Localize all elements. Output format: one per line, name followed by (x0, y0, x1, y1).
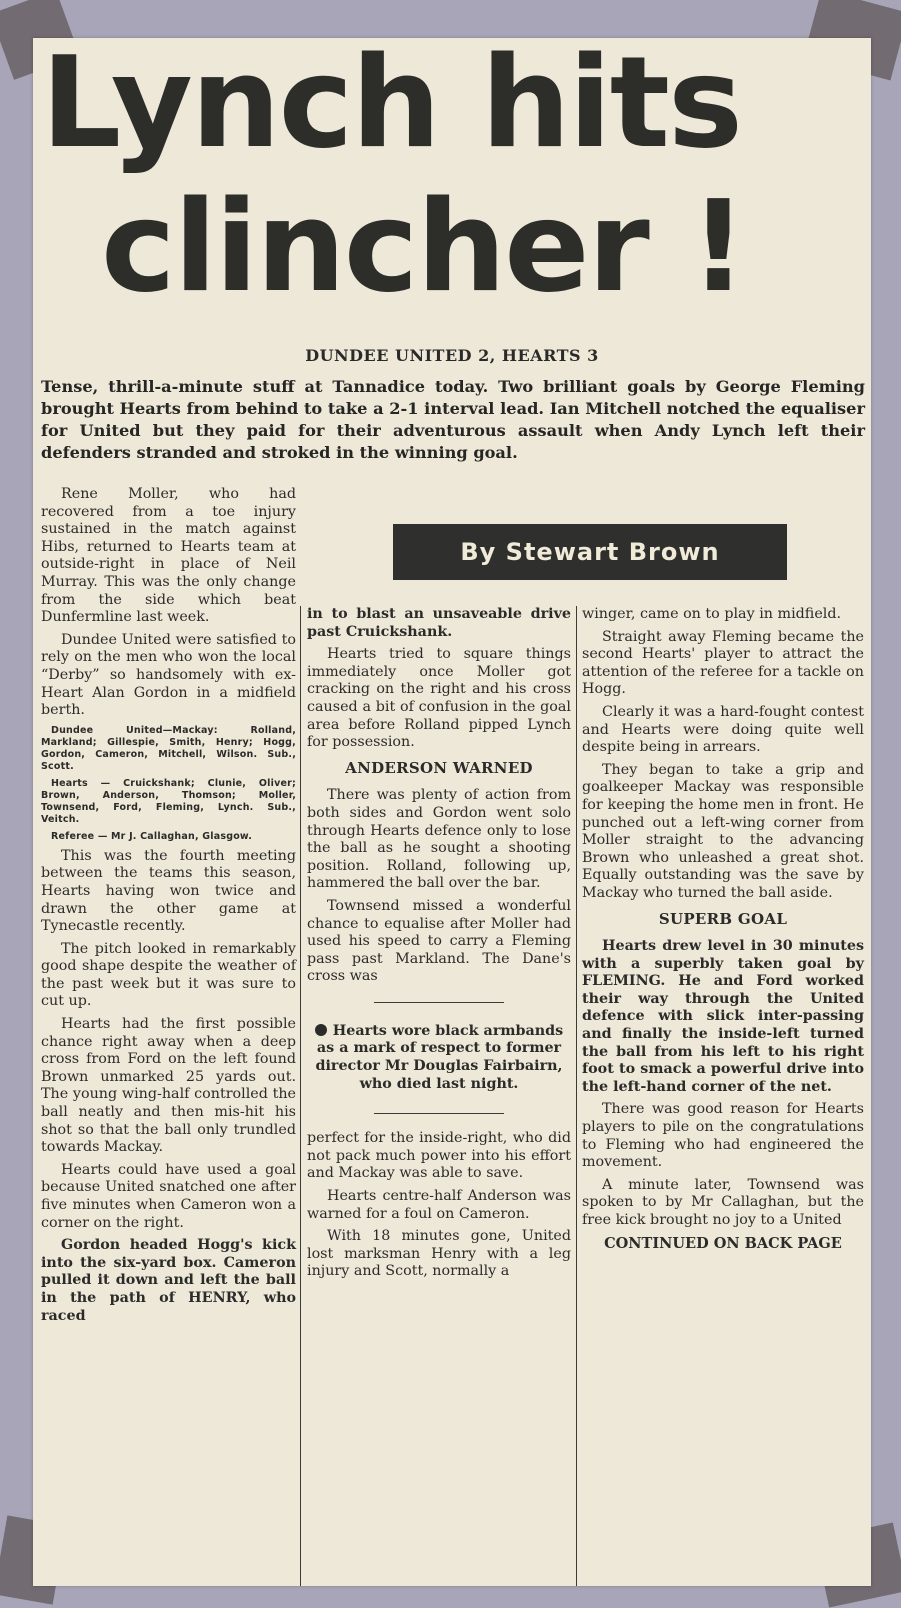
continued-on-back-page: CONTINUED ON BACK PAGE (604, 1234, 842, 1252)
referee-line: Referee — Mr J. Callaghan, Glasgow. (51, 830, 253, 842)
paragraph: Hearts had the first possible chance right away when a deep cross from Ford on the left found Brown unmarked 25 yards out. The young wing-half controlled the ball neatly and then mis-hit his shot so that the ball only trundled towards Mackay. (41, 1016, 296, 1156)
paragraph: Rene Moller, who had recovered from a toe injury sustained in the match against Hibs, returned to Hearts team at outside-right in place of Neil Murray. This was the only change from the side which beat Dunfermline last week. (41, 486, 296, 626)
article-column-1 (41, 486, 296, 1330)
subheading: SUPERB GOAL (658, 909, 788, 928)
divider (374, 1113, 504, 1114)
paragraph: Hearts tried to square things immediately once Moller got cracking on the right and his cross caused a bit of confusion in the goal area before Rolland pipped Lynch for possession. (307, 646, 571, 751)
byline: By Stewart Brown (393, 524, 787, 580)
paragraph: Clearly it was a hard-fought contest and Hearts were doing quite well despite being in arrears. (582, 703, 864, 756)
paragraph: winger, came on to play in midfield. (582, 606, 842, 622)
paragraph: Hearts could have used a goal because United snatched one after five minutes when Cameron won a corner on the right. (41, 1161, 296, 1231)
paragraph: They began to take a grip and goalkeeper Mackay was responsible for keeping the home men in front. He punched out a left-wing corner from Moller straight to the advancing Brown who unleashed a great shot. Equally outstanding was the save by Mackay who turned the ball aside. (582, 761, 864, 901)
paragraph: The pitch looked in remarkably good shape despite the weather of the past week but it was sure to cut up. (41, 940, 296, 1010)
team-list-hearts: Hearts — Cruickshank; Clunie, Oliver; Brown, Anderson, Thomson; Moller, Townsend, Ford, Fleming, Lynch. Sub., Veitch. (41, 777, 296, 825)
paragraph: Straight away Fleming became the second Hearts' player to attract the attention of the referee for a tackle on Hogg. (582, 628, 864, 698)
paragraph: Gordon headed Hogg's kick into the six-yard box. Cameron pulled it down and left the ball in the path of HENRY, who raced (41, 1237, 296, 1324)
column-rule (300, 606, 301, 1586)
headline-line-2: clincher ! (101, 173, 746, 320)
column-rule (576, 606, 577, 1586)
newspaper-clipping (33, 38, 871, 1586)
standfirst: Tense, thrill-a-minute stuff at Tannadice today. Two brilliant goals by George Fleming brought Hearts from behind to take a 2-1 interval lead. Ian Mitchell notched the equaliser for United but they paid for their adventurous assault when Andy Lynch left their defenders stranded and stroked in the winning goal. (41, 377, 865, 462)
paragraph: Hearts centre-half Anderson was warned for a foul on Cameron. (307, 1188, 571, 1222)
paragraph: Townsend missed a wonderful chance to equalise after Moller had used his speed to carry a Fleming pass past Markland. The Dane's cross was (307, 897, 571, 985)
subheading: ANDERSON WARNED (345, 758, 533, 777)
team-list-dundee-united: Dundee United—Mackay: Rolland, Markland; Gillespie, Smith, Henry; Hogg, Gordon, Cameron, Mitchell, Wilson. Sub., Scott. (41, 724, 296, 772)
paragraph: There was plenty of action from both sides and Gordon went solo through Hearts defence only to lose the ball as he sought a shooting position. Rolland, following up, hammered the ball over the bar. (307, 787, 571, 892)
paragraph: in to blast an unsaveable drive past Cruickshank. (307, 606, 571, 640)
headline-line-1: Lynch hits (41, 38, 741, 176)
paragraph: With 18 minutes gone, United lost marksman Henry with a leg injury and Scott, normally a (307, 1228, 571, 1280)
divider (374, 1002, 504, 1003)
paragraph: There was good reason for Hearts players to pile on the congratulations to Fleming who had engineered the movement. (582, 1101, 864, 1171)
paragraph: A minute later, Townsend was spoken to by Mr Callaghan, but the free kick brought no joy to a United (582, 1176, 864, 1228)
paragraph: Dundee United were satisfied to rely on the men who won the local “Derby” so handsomely with ex-Heart Alan Gordon in a midfield berth. (41, 631, 296, 719)
bullet-icon (315, 1024, 327, 1036)
match-score: DUNDEE UNITED 2, HEARTS 3 (305, 346, 599, 365)
armband-note-text: Hearts wore black armbands as a mark of respect to former director Mr Douglas Fairbairn, who died last night. (315, 1022, 564, 1092)
article-column-2 (307, 606, 571, 1286)
paragraph: perfect for the inside-right, who did not pack much power into his effort and Mackay was able to save. (307, 1130, 571, 1182)
paragraph: Hearts drew level in 30 minutes with a superbly taken goal by FLEMING. He and Ford worked their way through the United defence with slick inter-passing and finally the inside-left turned the ball from his left to his right foot to smack a powerful drive into the left-hand corner of the net. (582, 938, 864, 1095)
armband-note (307, 1023, 571, 1093)
paragraph: This was the fourth meeting between the teams this season, Hearts having won twice and drawn the other game at Tynecastle recently. (41, 847, 296, 935)
article-column-3 (582, 606, 864, 1258)
